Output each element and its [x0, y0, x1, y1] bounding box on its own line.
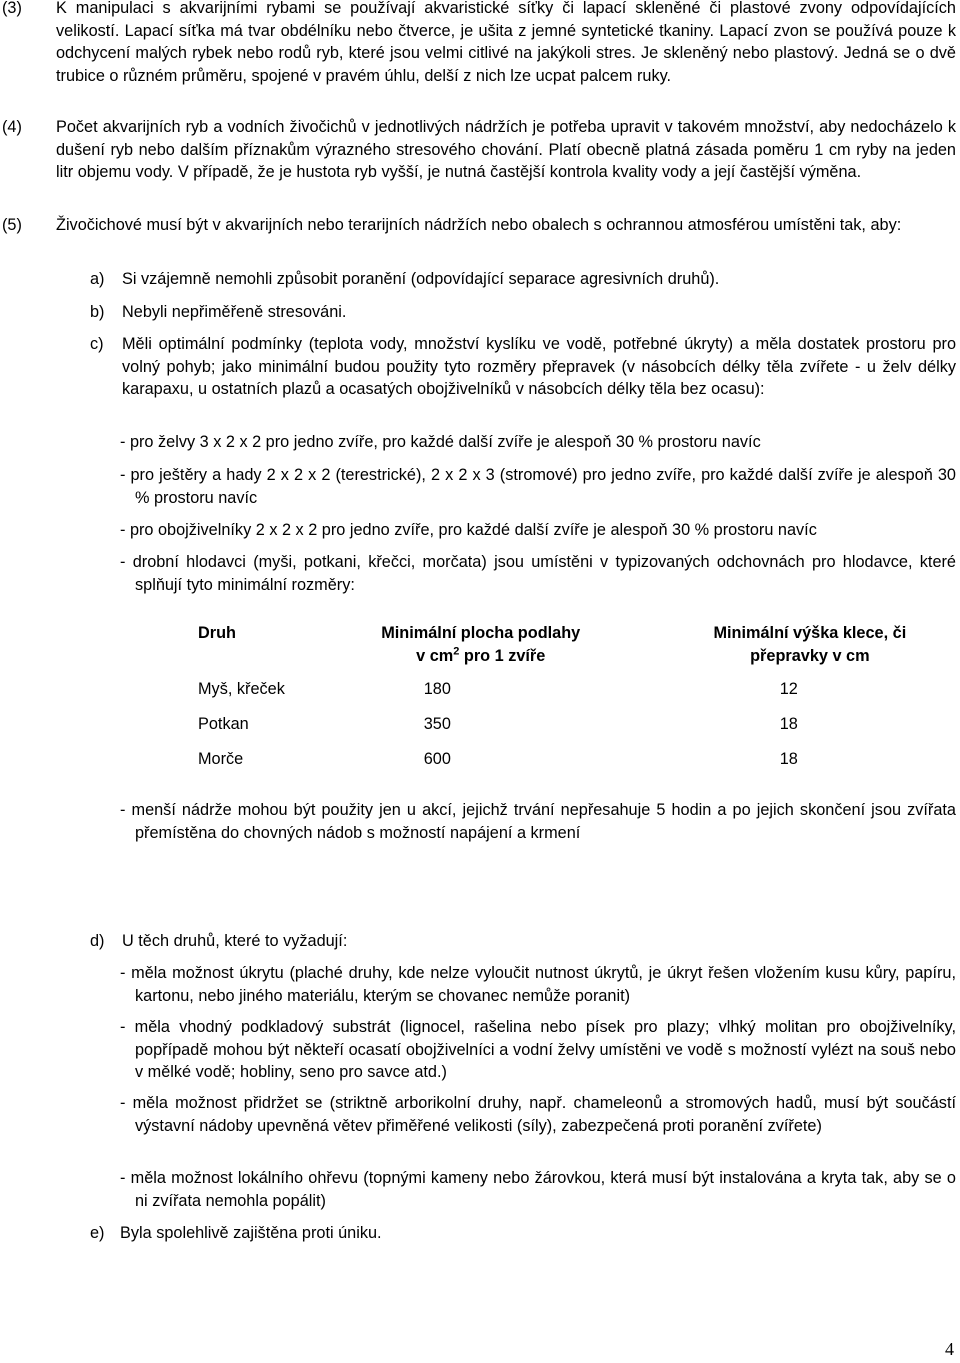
table-cell-plocha: 600 — [423, 750, 451, 768]
paragraph-text: K manipulaci s akvarijními rybami se používají akvaristické síťky či lapací skleněné či plastové zvony odpovídajících velikostí. Lapací síťka má tvar obdélníku nebo čtverce, je ušita z jemné syntetické tkaniny. Lapací zvon se používá pouze k odchycení malých rybek nebo rodů ryb, které jsou velmi citlivé na jakýkoli stres. Je skleněný nebo plastový. Jedná se o dvě trubice o různém průměru, spojené v pravém úhlu, delší z nich lze ucpat palcem ruky. — [56, 0, 956, 85]
table-cell-druh: Myš, křeček — [198, 680, 285, 698]
table-cell-vyska: 18 — [779, 715, 798, 733]
table-row — [198, 748, 960, 783]
dash-item-text: - pro obojživelníky 2 x 2 x 2 pro jedno zvíře, pro každé další zvíře je alespoň 30 % prostoru navíc — [120, 521, 817, 539]
list-item-text: Měli optimální podmínky (teplota vody, množství kyslíku ve vodě, potřebné úkryty) a měla dostatek prostoru pro volný pohyb; jako minimální budou použity tyto rozměry přepravek (v násobcích délky těla zvířete - u želv délky karapaxu, u ostatních plazů a ocasatých obojživelníků v násobcích délky těla bez ocasu): — [122, 335, 956, 398]
paragraph-5 — [0, 214, 956, 237]
table-header-plocha — [302, 622, 660, 678]
dash-item — [120, 799, 956, 844]
paragraph-number: (3) — [2, 0, 22, 17]
table-header-plocha-unit: v cm — [416, 646, 454, 665]
list-item-text: Nebyli nepřiměřeně stresováni. — [122, 303, 347, 321]
list-item-text: Byla spolehlivě zajištěna proti úniku. — [120, 1224, 382, 1242]
list-item-d — [90, 930, 956, 953]
table-header-vyska-line1: Minimální výška klece, či — [713, 624, 907, 642]
dash-item — [120, 1016, 956, 1084]
table-cell-druh: Morče — [198, 750, 244, 768]
page-number: 4 — [945, 1339, 954, 1359]
paragraph-text: Živočichové musí být v akvarijních nebo terarijních nádržích nebo obalech s ochrannou atmosférou umístěni tak, aby: — [56, 216, 902, 234]
list-item-label: c) — [90, 335, 104, 353]
table-cell-plocha: 350 — [423, 715, 451, 733]
table-cell-vyska: 12 — [779, 680, 798, 698]
dash-item-text: - drobní hlodavci (myši, potkani, křečci, morčata) jsou umístěni v typizovaných odchovnách pro hlodavce, které splňují tyto minimální rozměry: — [120, 553, 956, 594]
paragraph-3 — [0, 0, 956, 87]
list-item-label: e) — [90, 1224, 105, 1242]
dash-item-text: - pro ještěry a hady 2 x 2 x 2 (terestrické), 2 x 2 x 3 (stromové) pro jedno zvíře, pro každé další zvíře je alespoň 30 % prostoru navíc — [120, 466, 956, 507]
table-header-row — [198, 622, 960, 678]
dash-item-text: - pro želvy 3 x 2 x 2 pro jedno zvíře, pro každé další zvíře je alespoň 30 % prostoru navíc — [120, 433, 761, 451]
table-cell-druh: Potkan — [198, 715, 249, 733]
list-item-c — [90, 333, 956, 401]
table-row — [198, 713, 960, 748]
paragraph-number: (4) — [2, 118, 22, 136]
dash-item — [120, 464, 956, 509]
table-header-vyska — [660, 622, 960, 678]
list-item-text: Si vzájemně nemohli způsobit poranění (odpovídající separace agresivních druhů). — [122, 270, 720, 288]
table-header-plocha-line2: pro 1 zvíře — [459, 646, 546, 665]
paragraph-number: (5) — [2, 216, 22, 234]
dash-item-text: - měla možnost přidržet se (striktně arborikolní druhy, např. chameleonů a stromových hadů, musí být součástí výstavní nádoby upevněná větev přiměřené velikosti (síly), zabezpečená proti poranění zvířete) — [120, 1094, 956, 1135]
list-item-b — [90, 301, 956, 324]
list-item-label: d) — [90, 932, 105, 950]
dash-item-text: - měla vhodný podkladový substrát (lignocel, rašelina nebo písek pro plazy; vlhký molitan pro obojživelníky, popřípadě mohou být někteří ocasatí obojživelníci a vodní želvy umístěni ve vodě s možností vylézt na souš nebo v mělké vodě; hobliny, seno pro savce atd.) — [120, 1018, 956, 1081]
dash-item-text: - měla možnost úkrytu (plaché druhy, kde nelze vyloučit nutnost úkrytů, je úkryt řešen vložením kusu kůry, papíru, kartonu, nebo jiného materiálu, kterým se chovanec nemůže poranit) — [120, 964, 956, 1005]
dash-item — [120, 1092, 956, 1137]
paragraph-text: Počet akvarijních ryb a vodních živočichů v jednotlivých nádržích je potřeba upravit v takovém množství, aby nedocházelo k dušení ryb nebo dalším příznakům výrazného stresového chování. Platí obecně platná zásada poměru 1 cm ryby na jeden litr objemu vody. V případě, že je hustota ryb vyšší, je nutná častější kontrola kvality vody a její častější výměna. — [56, 118, 956, 181]
paragraph-4 — [0, 116, 956, 184]
table-header-plocha-sup: 2 — [453, 645, 460, 658]
list-item-a — [90, 268, 956, 291]
table-header-vyska-line2: přepravky v cm — [750, 646, 870, 665]
dash-item — [120, 1167, 956, 1212]
dash-item — [120, 519, 956, 542]
list-item-text: U těch druhů, které to vyžadují: — [122, 932, 348, 950]
dash-item — [120, 962, 956, 1007]
table-row — [198, 678, 960, 713]
table-cell-plocha: 180 — [423, 680, 451, 698]
table-header-plocha-line1: Minimální plocha podlahy — [381, 624, 581, 642]
list-item-label: b) — [90, 303, 105, 321]
table-cell-vyska: 18 — [779, 750, 798, 768]
list-item-e — [90, 1222, 956, 1245]
table-header-druh: Druh — [198, 624, 236, 642]
dash-item — [120, 431, 956, 454]
rodent-dimensions-table — [198, 622, 960, 783]
dash-item-text: - měla možnost lokálního ohřevu (topnými kameny nebo žárovkou, která musí být instalována a kryta tak, aby se o ni zvířata nemohla popálit) — [120, 1169, 956, 1210]
dash-item-text: - menší nádrže mohou být použity jen u akcí, jejichž trvání nepřesahuje 5 hodin a po jejich skončení jsou zvířata přemístěna do chovných nádob s možností napájení a krmení — [120, 801, 956, 842]
list-item-label: a) — [90, 270, 105, 288]
dash-item — [120, 551, 956, 596]
